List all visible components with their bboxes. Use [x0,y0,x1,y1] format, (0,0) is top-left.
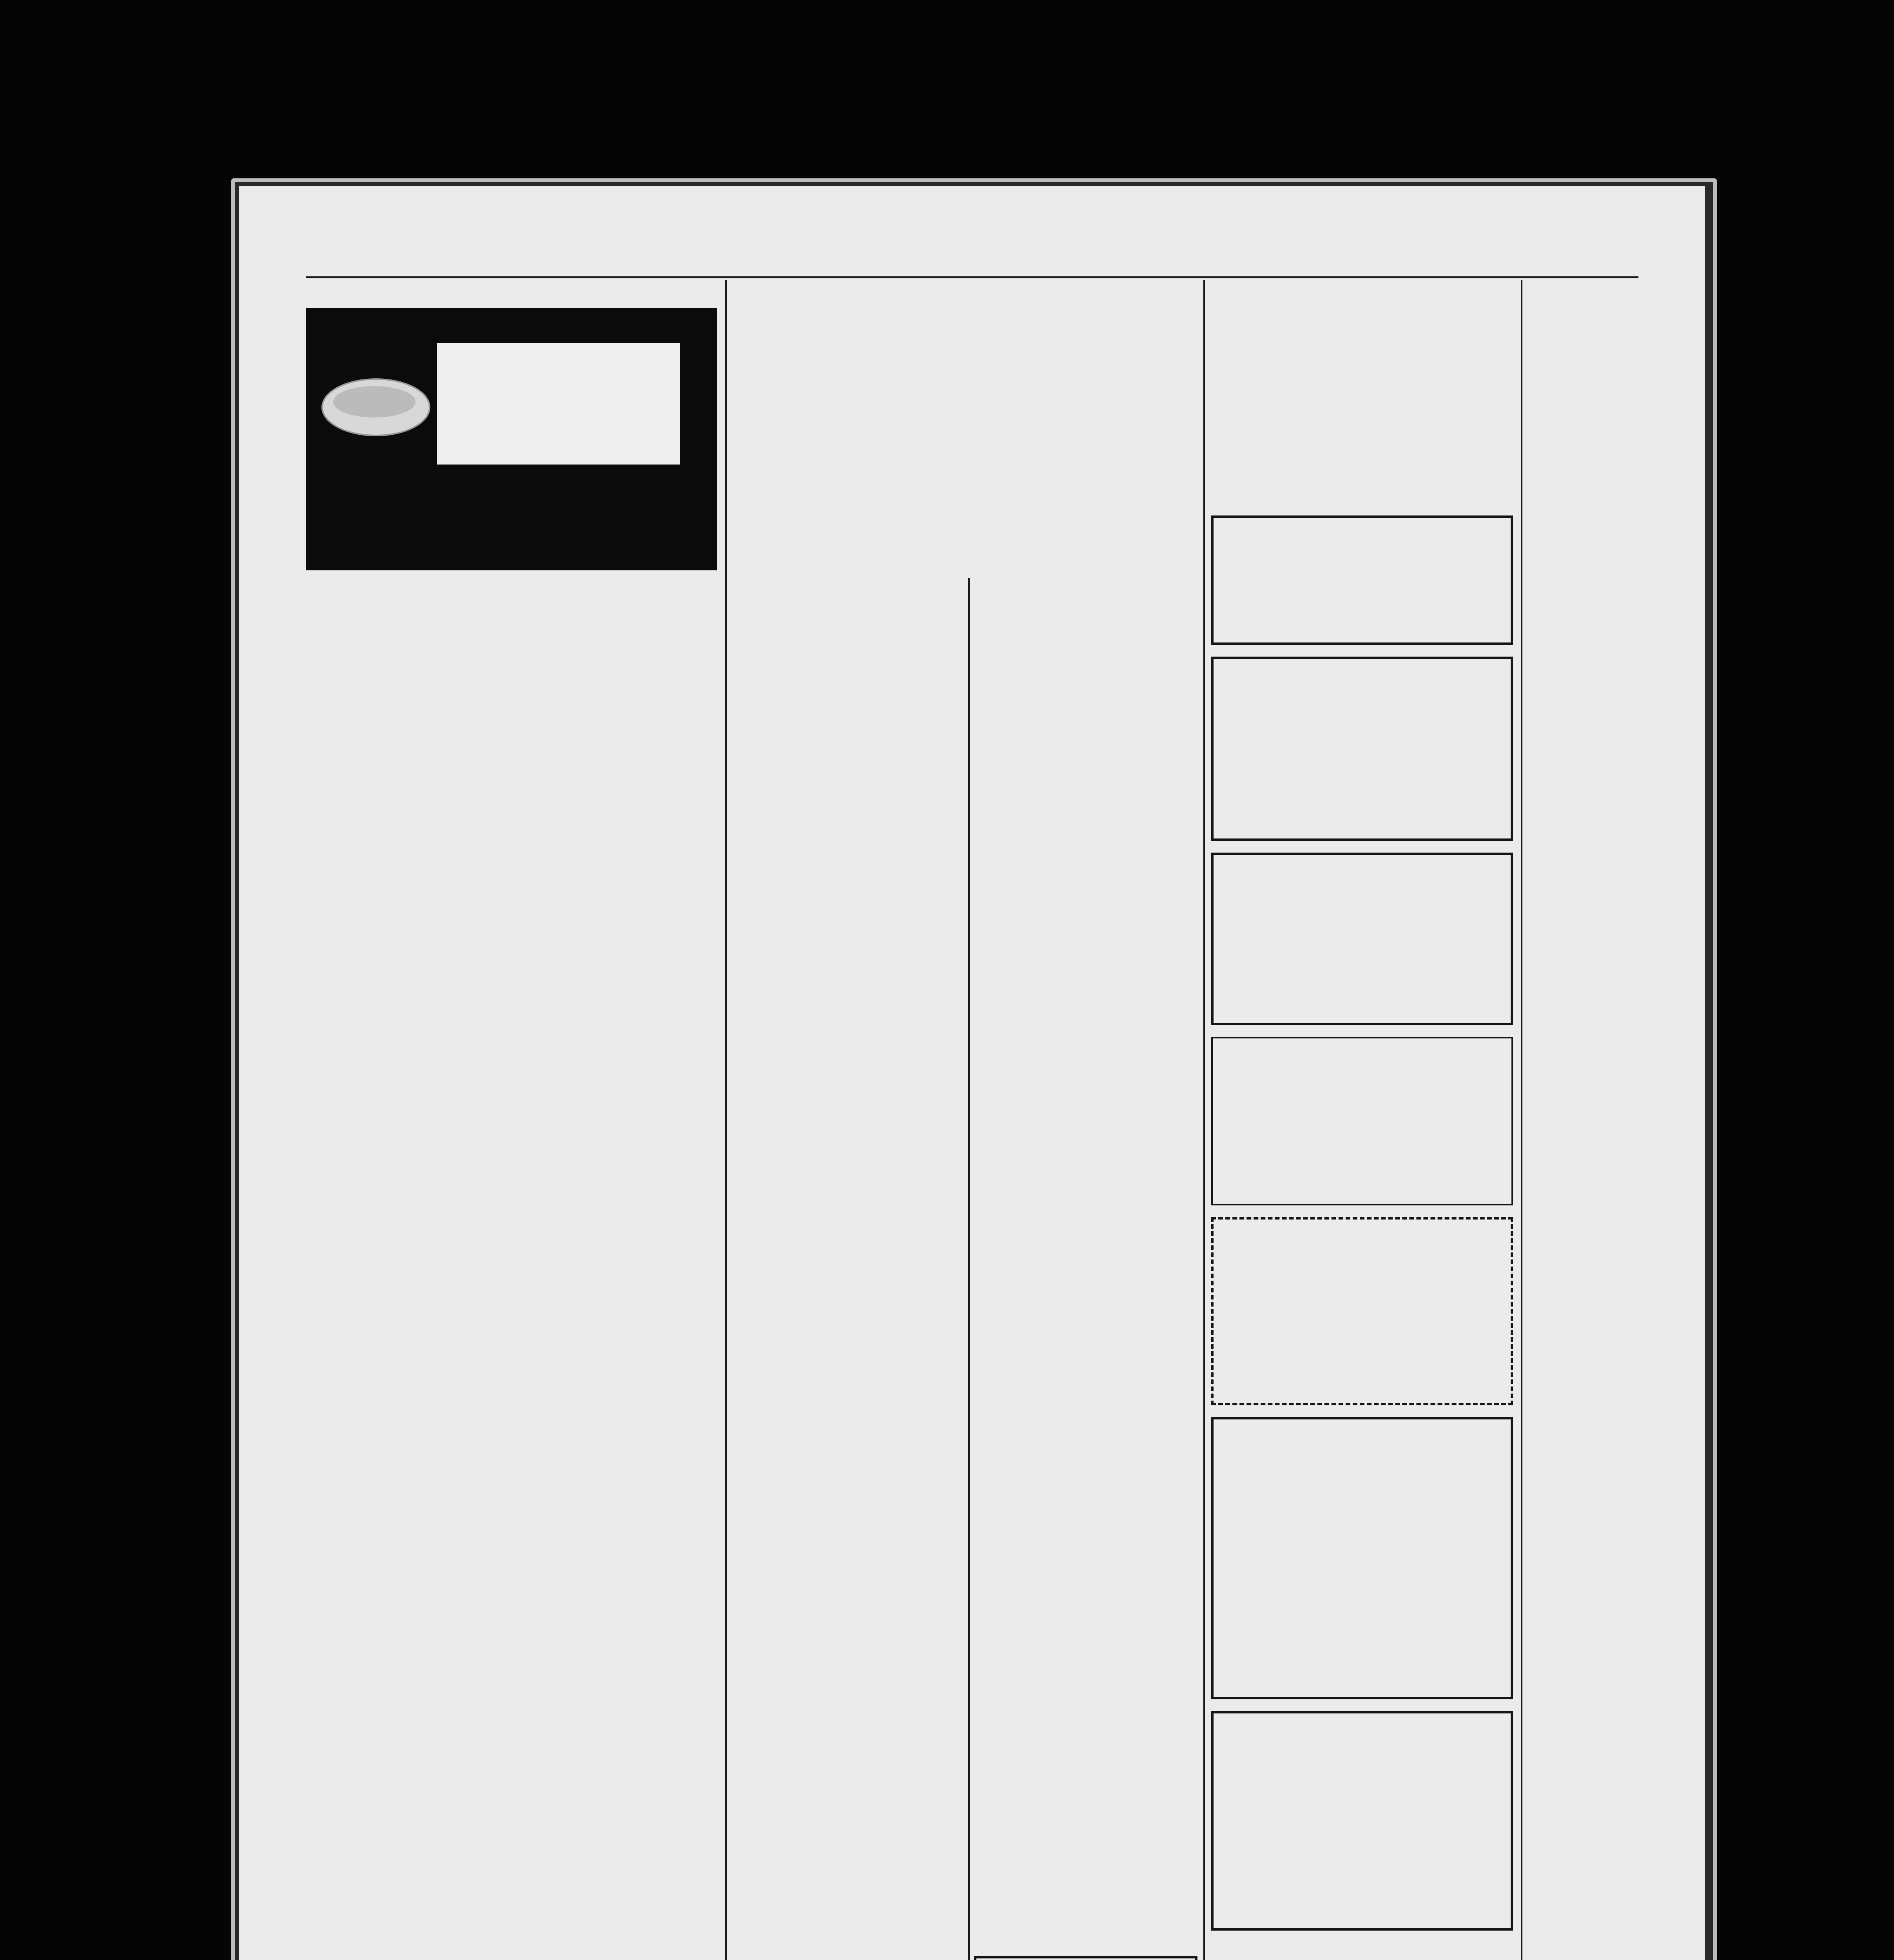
purity-text-panel [437,343,680,465]
acme-grain-ad [1211,1037,1513,1205]
wonder-oil-ad [1211,292,1513,504]
tire-omakid-row [1214,1423,1511,1427]
story-column-3 [974,284,1197,1946]
hveiti-ad [1211,1217,1513,1405]
page-header [239,257,1705,272]
pie-filling-illustration [333,386,415,417]
maclennan-ad [1211,853,1513,1025]
column-rule-4 [1521,280,1522,1960]
bawlf-ad [1211,515,1513,645]
newspaper-page [239,186,1705,1960]
column-rule-1 [725,280,727,1960]
bordvidur-ad [1211,657,1513,841]
dominion-bank-ad [974,1956,1197,1960]
column-rule-2 [968,578,970,1960]
story-column-2 [731,586,962,1960]
patton-ad [1211,1711,1513,1931]
patton-body [1214,1721,1511,1729]
column-rule-3 [1203,280,1205,1960]
agrip-notice [1529,1523,1638,1960]
header-rule [306,276,1638,278]
purity-flour-ad [306,308,717,570]
tire-exchange-ad [1211,1417,1513,1699]
story-column-1 [306,586,713,1960]
